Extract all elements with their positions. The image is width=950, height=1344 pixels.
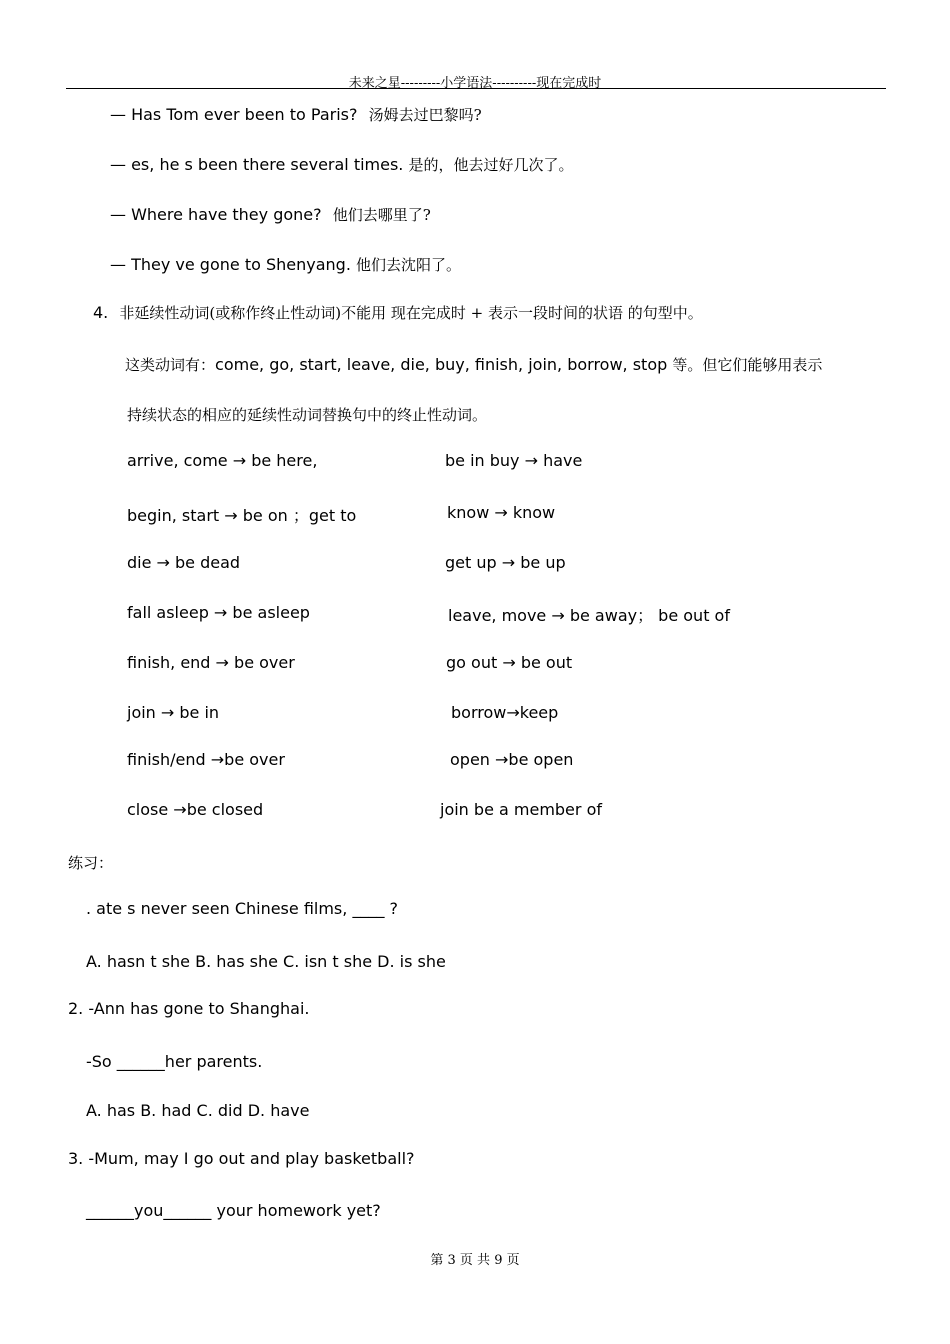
dialogue-en: — Where have they gone?	[110, 205, 322, 224]
page-header: 未来之星---------小学语法----------现在完成时	[348, 76, 602, 91]
page-footer: 第 3 页 共 9 页	[430, 1253, 520, 1268]
question-3-response: ______you______ your homework yet?	[86, 1201, 381, 1220]
pair-left: join → be in	[127, 703, 220, 722]
pair-right: leave, move → be away； be out of	[448, 606, 730, 625]
pair-left: fall asleep → be asleep	[127, 603, 310, 622]
verbs-prefix: 这类动词有：	[125, 356, 216, 374]
dialogue-line-3	[110, 204, 431, 225]
dialogue-cn: 他们去哪里了?	[332, 206, 431, 224]
dialogue-cn: 是的，他去过好几次了。	[408, 156, 574, 174]
exercise-heading: 练习：	[68, 854, 114, 872]
pair-left: arrive, come → be here,	[127, 451, 318, 470]
dialogue-en: — es, he s been there several times.	[110, 155, 404, 174]
pair-left: close →be closed	[127, 800, 264, 819]
dialogue-cn: 他们去沈阳了。	[356, 256, 462, 274]
dialogue-line-1	[110, 104, 482, 125]
rule-title: 非延续性动词(或称作终止性动词)不能用 现在完成时 + 表示一段时间的状语 的句型中。	[119, 304, 703, 322]
verbs-suffix: 等。但它们能够用表示	[672, 356, 823, 374]
rule-4-heading	[93, 302, 703, 323]
question-2: 2. -Ann has gone to Shanghai.	[68, 999, 310, 1018]
dialogue-en: — They ve gone to Shenyang.	[110, 255, 351, 274]
pair-right: join be a member of	[440, 800, 602, 819]
pair-left: begin, start → be on ；get to	[127, 506, 357, 525]
dialogue-line-4	[110, 254, 461, 275]
question-3: 3. -Mum, may I go out and play basketball?	[68, 1149, 415, 1168]
dialogue-line-2	[110, 154, 574, 175]
header-rule	[66, 88, 886, 89]
pair-right: get up → be up	[445, 553, 566, 572]
question-2-response: -So ______her parents.	[86, 1052, 263, 1071]
dialogue-en: — Has Tom ever been to Paris?	[110, 105, 358, 124]
dialogue-cn: 汤姆去过巴黎吗?	[368, 106, 482, 124]
pair-left: die → be dead	[127, 553, 241, 572]
pair-right: borrow→keep	[451, 703, 559, 722]
pair-right: be in buy → have	[445, 451, 583, 470]
question-2-options: A. has B. had C. did D. have	[86, 1101, 310, 1120]
pair-right: open →be open	[450, 750, 574, 769]
rule-number: 4.	[93, 303, 109, 322]
verbs-list: come, go, start, leave, die, buy, finish, join, borrow, stop	[215, 355, 668, 374]
pair-right: know → know	[447, 503, 556, 522]
pair-left: finish/end →be over	[127, 750, 285, 769]
rule-4-verbs-line	[125, 354, 822, 375]
question-1-options: A. hasn t she B. has she C. isn t she D. is she	[86, 952, 446, 971]
pair-left: finish, end → be over	[127, 653, 295, 672]
rule-4-note: 持续状态的相应的延续性动词替换句中的终止性动词。	[127, 406, 488, 424]
pair-right: go out → be out	[446, 653, 573, 672]
question-1: . ate s never seen Chinese films, ____ ?	[86, 899, 399, 918]
